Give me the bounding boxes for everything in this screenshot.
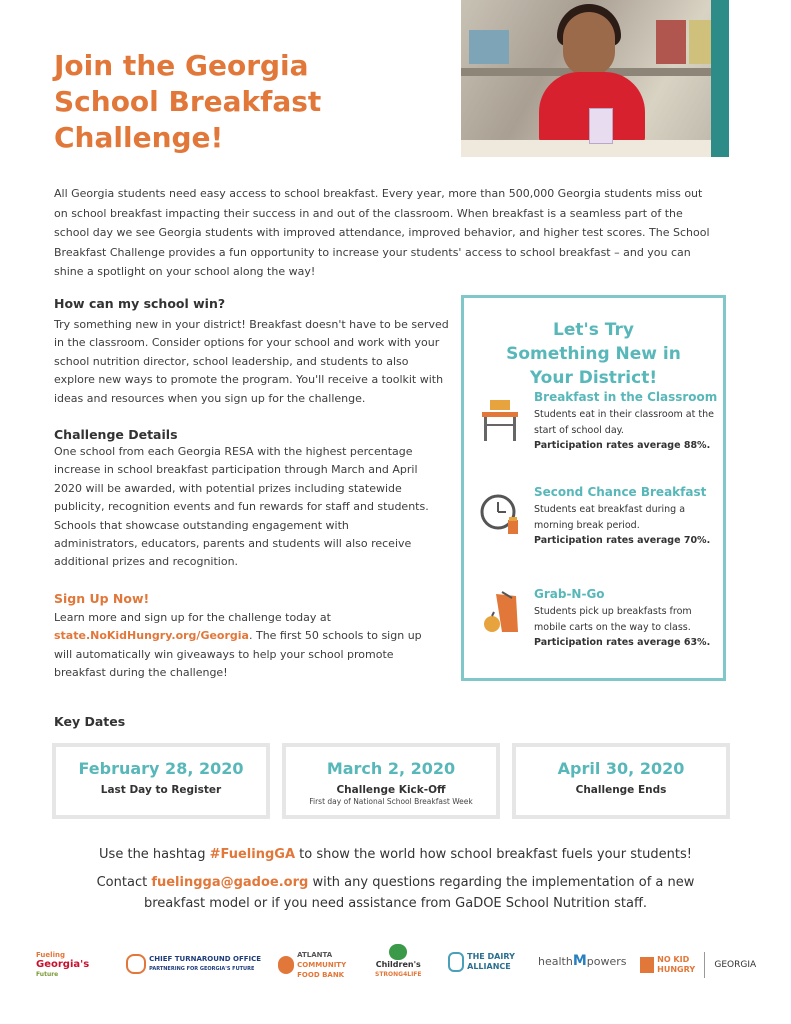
- win-paragraph: Try something new in your district! Breakfast doesn't have to be served in the classroom. Consider options for your school and work with your school nutrition director, school leadership, and students to also explore new ways to promote the program. You'll receive a toolkit with ideas and resources when you sign up for the challenge.: [54, 318, 449, 405]
- options-sidebar: [461, 295, 726, 681]
- logo-text: health: [538, 955, 573, 968]
- option-rate: Participation rates average 63%.: [534, 637, 711, 648]
- logo-text: powers: [586, 955, 627, 968]
- logo-georgias-future: [36, 950, 89, 980]
- contact-text: Contact: [96, 875, 152, 890]
- logo-mark: [126, 954, 146, 974]
- key-date-label: Challenge Kick-Off: [336, 784, 446, 796]
- contact-text-after: with any questions regarding the implementation of a new breakfast model or if you need assistance from GaDOE School Nutrition staff.: [143, 875, 695, 911]
- logo-healthmpowers: healthMpowers: [538, 953, 627, 969]
- hashtag[interactable]: #FuelingGA: [209, 847, 296, 862]
- intro-paragraph: All Georgia students need easy access to school breakfast. Every year, more than 500,000 Georgia students miss out on school breakfast impacting their success in and out of the classroom. When breakfast is a seamless part of the school day we see Georgia students with improved attendance, improved behavior, and higher test scores. The School Breakfast Challenge provides a fun opportunity to increase your students' access to school breakfast – and you can shine a spotlight on your school along the way!: [54, 187, 710, 279]
- hashtag-text: Use the hashtag: [99, 847, 210, 862]
- key-date-kickoff: [282, 743, 500, 819]
- logo-text: PARTNERING FOR GEORGIA'S FUTURE: [149, 966, 255, 972]
- key-date-register: [52, 743, 270, 819]
- logo-text: ATLANTA: [297, 951, 333, 959]
- logo-text: Fueling: [36, 951, 65, 959]
- logo-text: ALLIANCE: [467, 962, 511, 971]
- signup-text-after: . The first 50 schools to sign up will automatically win giveaways to help your school promote breakfast during the challenge!: [54, 629, 422, 680]
- signup-link[interactable]: state.NoKidHungry.org/Georgia: [54, 629, 249, 643]
- option-desc: Students eat breakfast during a morning break period.: [534, 504, 686, 531]
- logo-text: Future: [36, 971, 59, 978]
- contact-email-link[interactable]: fuelingga@gadoe.org: [151, 875, 309, 890]
- peach-icon: [278, 956, 294, 974]
- logo-chief-turnaround: [126, 954, 261, 974]
- children-icon: [389, 944, 407, 960]
- clock-icon: [478, 490, 522, 538]
- logo-text: HUNGRY: [657, 965, 696, 974]
- details-paragraph: One school from each Georgia RESA with the highest percentage increase in school breakfast participation through March and April 2020 will be awarded, with potential prizes including statewide publicity, recognition events and fun rewards for staff and students. Schools that showcase outstanding engagement with administrators, educators, parents and students will also receive additional prizes and recognition.: [54, 445, 429, 569]
- drop-icon: [448, 952, 464, 972]
- page-title: Join the Georgia School Breakfast Challenge!: [54, 49, 322, 154]
- logo-text: GEORGIA: [714, 960, 757, 970]
- option-desc: Students pick up breakfasts from mobile carts on the way to class.: [534, 606, 692, 633]
- option-grab-n-go: [534, 587, 719, 651]
- key-date-label: Last Day to Register: [100, 784, 222, 796]
- logo-text: STRONG4LIFE: [375, 971, 422, 978]
- logo-childrens: [375, 944, 422, 980]
- contact-line: [90, 872, 701, 914]
- logo-dairy-alliance: [448, 952, 515, 972]
- details-heading: Challenge Details: [54, 427, 178, 442]
- key-date-label: Challenge Ends: [575, 784, 667, 796]
- logo-text: COMMUNITY: [297, 961, 347, 969]
- signup-heading: Sign Up Now!: [54, 591, 150, 606]
- option-rate: Participation rates average 70%.: [534, 535, 711, 546]
- key-date-value: March 2, 2020: [326, 759, 456, 778]
- logo-no-kid-hungry: [640, 952, 756, 978]
- student-photo: [461, 0, 729, 157]
- option-desc: Students eat in their classroom at the start of school day.: [534, 409, 714, 436]
- logo-text: CHIEF TURNAROUND OFFICE: [149, 955, 262, 963]
- logo-text: Georgia's: [36, 959, 90, 970]
- logo-text: FOOD BANK: [297, 971, 345, 979]
- win-heading: How can my school win?: [54, 296, 226, 311]
- option-rate: Participation rates average 88%.: [534, 440, 711, 451]
- hashtag-text-after: to show the world how school breakfast fuels your students!: [295, 847, 692, 862]
- nkh-icon: [640, 957, 654, 973]
- logo-text: Children's: [375, 960, 421, 969]
- key-date-end: [512, 743, 730, 819]
- option-breakfast-in-classroom: [534, 390, 719, 454]
- key-date-sub: First day of National School Breakfast Week: [309, 797, 473, 806]
- signup-paragraph: [54, 609, 426, 683]
- logo-text: THE DAIRY: [467, 952, 515, 961]
- hashtag-line: [20, 844, 771, 865]
- option-title: Grab-N-Go: [534, 587, 605, 601]
- option-second-chance: [534, 485, 719, 549]
- logo-text: NO KID: [657, 955, 690, 964]
- key-date-value: February 28, 2020: [78, 759, 244, 778]
- partner-logos: [30, 940, 770, 995]
- bag-icon: [478, 588, 522, 636]
- sidebar-title: Let's Try Something New in Your District!: [506, 320, 681, 388]
- key-dates-heading: Key Dates: [54, 714, 126, 729]
- option-title: Second Chance Breakfast: [534, 485, 707, 499]
- signup-text: Learn more and sign up for the challenge today at: [54, 611, 331, 624]
- logo-atlanta-food-bank: [278, 950, 346, 980]
- desk-icon: [478, 396, 522, 444]
- key-date-value: April 30, 2020: [557, 759, 685, 778]
- option-title: Breakfast in the Classroom: [534, 390, 718, 404]
